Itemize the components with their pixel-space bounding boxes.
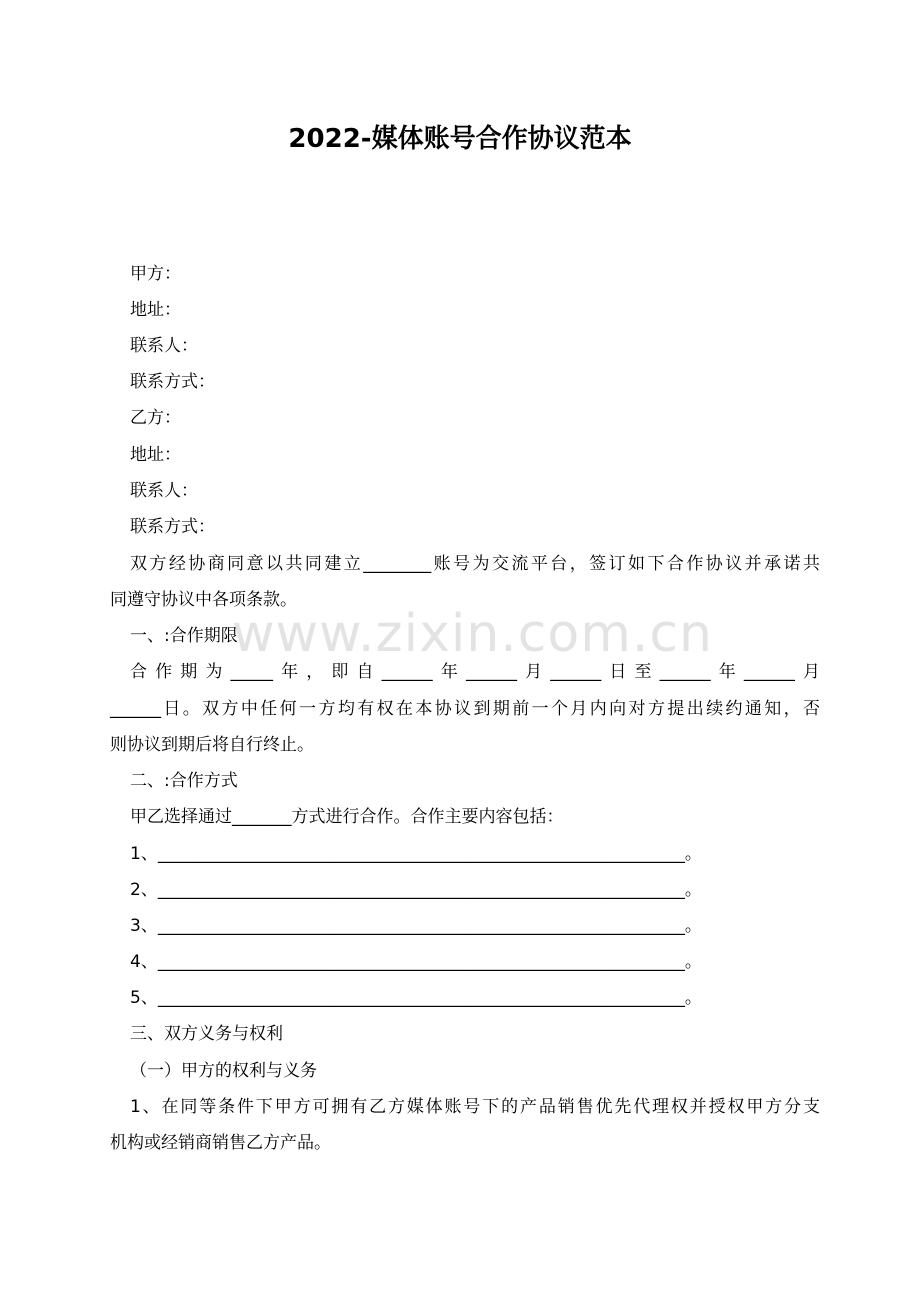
party-b-contact-method-label: 联系方式： — [130, 517, 215, 537]
list-item-4: 4、______________________________________________________________。 — [130, 952, 702, 972]
watermark: www.zixin.com.cn — [232, 604, 713, 664]
section-3-subheading-1: （一）甲方的权利与义务 — [130, 1061, 317, 1081]
section-2-heading: 二、:合作方式 — [130, 771, 238, 791]
section-2-intro: 甲乙选择通过_______方式进行合作。合作主要内容包括： — [130, 807, 564, 827]
section-1-line-1: 合作期为_____年，即自______年______月______日至______年______月 — [130, 662, 820, 682]
list-item-2: 2、______________________________________________________________。 — [130, 880, 702, 900]
section-3-item-1-line-1: 1、在同等条件下甲方可拥有乙方媒体账号下的产品销售优先代理权并授权甲方分支 — [130, 1097, 820, 1117]
party-a-contact-label: 联系人： — [130, 336, 198, 356]
document-title: 2022-媒体账号合作协议范本 — [288, 124, 632, 154]
list-item-5: 5、______________________________________________________________。 — [130, 988, 702, 1008]
party-a-address-label: 地址： — [130, 300, 181, 320]
party-b-name-label: 乙方： — [130, 408, 181, 428]
intro-line-2: 同遵守协议中各项条款。 — [110, 590, 297, 610]
party-b-contact-label: 联系人： — [130, 481, 198, 501]
intro-line-1: 双方经协商同意以共同建立________账号为交流平台，签订如下合作协议并承诺共 — [130, 554, 820, 574]
section-1-line-2: ______日。双方中任何一方均有权在本协议到期前一个月内向对方提出续约通知，否 — [110, 699, 820, 719]
party-a-contact-method-label: 联系方式： — [130, 372, 215, 392]
list-item-1: 1、______________________________________________________________。 — [130, 844, 702, 864]
section-3-heading: 三、双方义务与权利 — [130, 1024, 283, 1044]
party-b-address-label: 地址： — [130, 445, 181, 465]
section-1-heading: 一、:合作期限 — [130, 626, 238, 646]
party-a-name-label: 甲方： — [130, 264, 181, 284]
section-3-item-1-line-2: 机构或经销商销售乙方产品。 — [110, 1133, 331, 1153]
list-item-3: 3、______________________________________________________________。 — [130, 916, 702, 936]
section-1-line-3: 则协议到期后将自行终止。 — [110, 735, 314, 755]
